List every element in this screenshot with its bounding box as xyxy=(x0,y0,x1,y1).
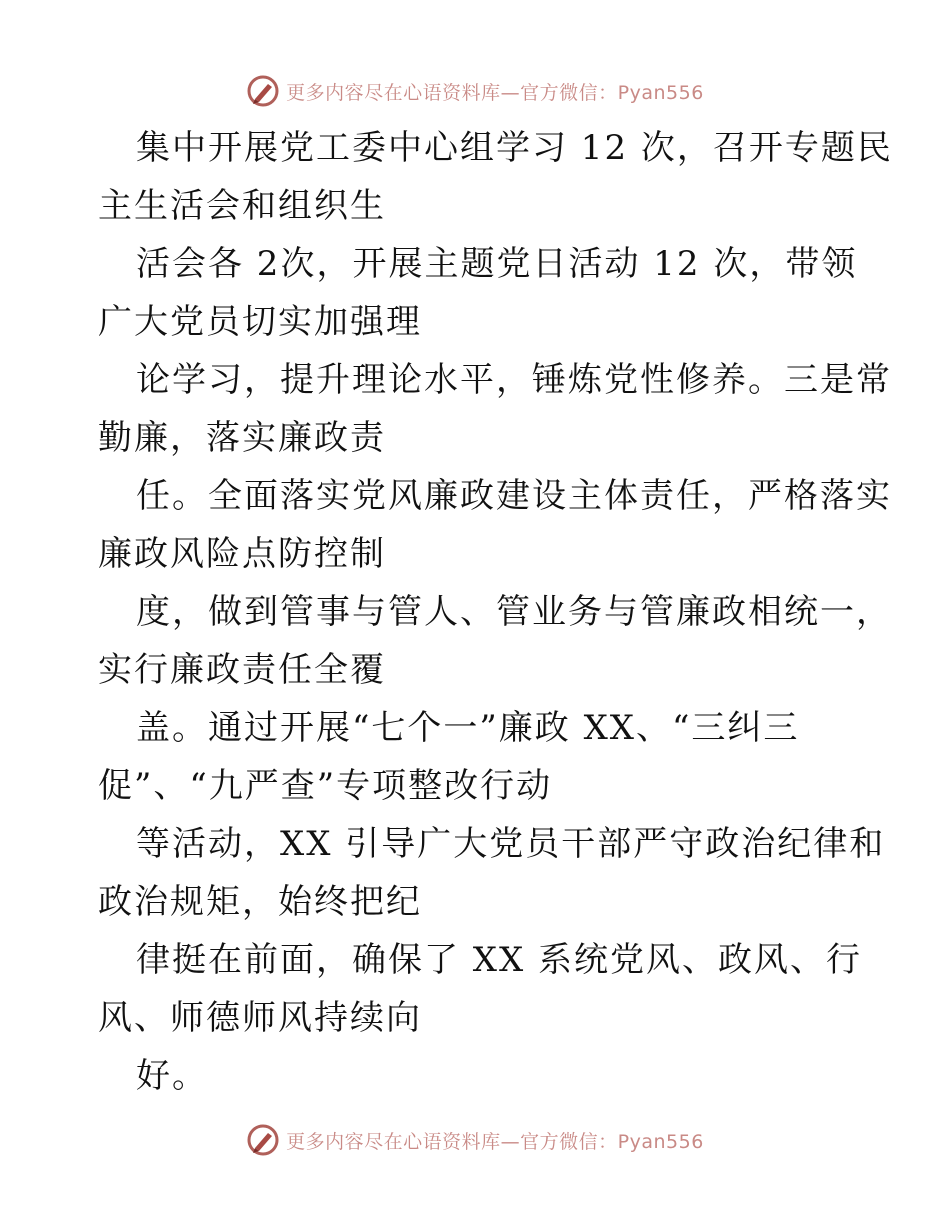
text-line: 促”、“九严查”专项整改行动 xyxy=(98,766,553,806)
watermark-text: 更多内容尽在心语资料库—官方微信：Pyan556 xyxy=(286,81,704,104)
text-line: 主生活会和组织生 xyxy=(98,186,386,226)
text-line: 风、师德师风持续向 xyxy=(98,998,422,1038)
footer-watermark xyxy=(0,1120,950,1160)
text-line: 度，做到管事与管人、管业务与管廉政相统一， xyxy=(136,592,892,632)
pen-logo-icon xyxy=(246,1123,280,1157)
text-line: 好。 xyxy=(136,1056,208,1096)
watermark-text: 更多内容尽在心语资料库—官方微信：Pyan556 xyxy=(286,1130,704,1153)
text-line: 论学习，提升理论水平，锤炼党性修养。三是常 xyxy=(136,360,892,400)
text-line: 盖。通过开展“七个一”廉政 XX、“三纠三 xyxy=(136,708,800,748)
text-line: 活会各 2次，开展主题党日活动 12 次，带领 xyxy=(136,244,858,284)
text-line: 律挺在前面，确保了 XX 系统党风、政风、行 xyxy=(136,940,863,980)
text-line: 广大党员切实加强理 xyxy=(98,302,422,342)
header-watermark xyxy=(0,71,950,111)
text-line: 勤廉，落实廉政责 xyxy=(98,418,386,458)
text-line: 等活动，XX 引导广大党员干部严守政治纪律和 xyxy=(136,824,886,864)
text-line: 任。全面落实党风廉政建设主体责任，严格落实 xyxy=(136,476,892,516)
text-line: 政治规矩，始终把纪 xyxy=(98,882,422,922)
text-line: 廉政风险点防控制 xyxy=(98,534,386,574)
pen-logo-icon xyxy=(246,74,280,108)
text-line: 集中开展党工委中心组学习 12 次，召开专题民 xyxy=(136,128,893,168)
text-line: 实行廉政责任全覆 xyxy=(98,650,386,690)
